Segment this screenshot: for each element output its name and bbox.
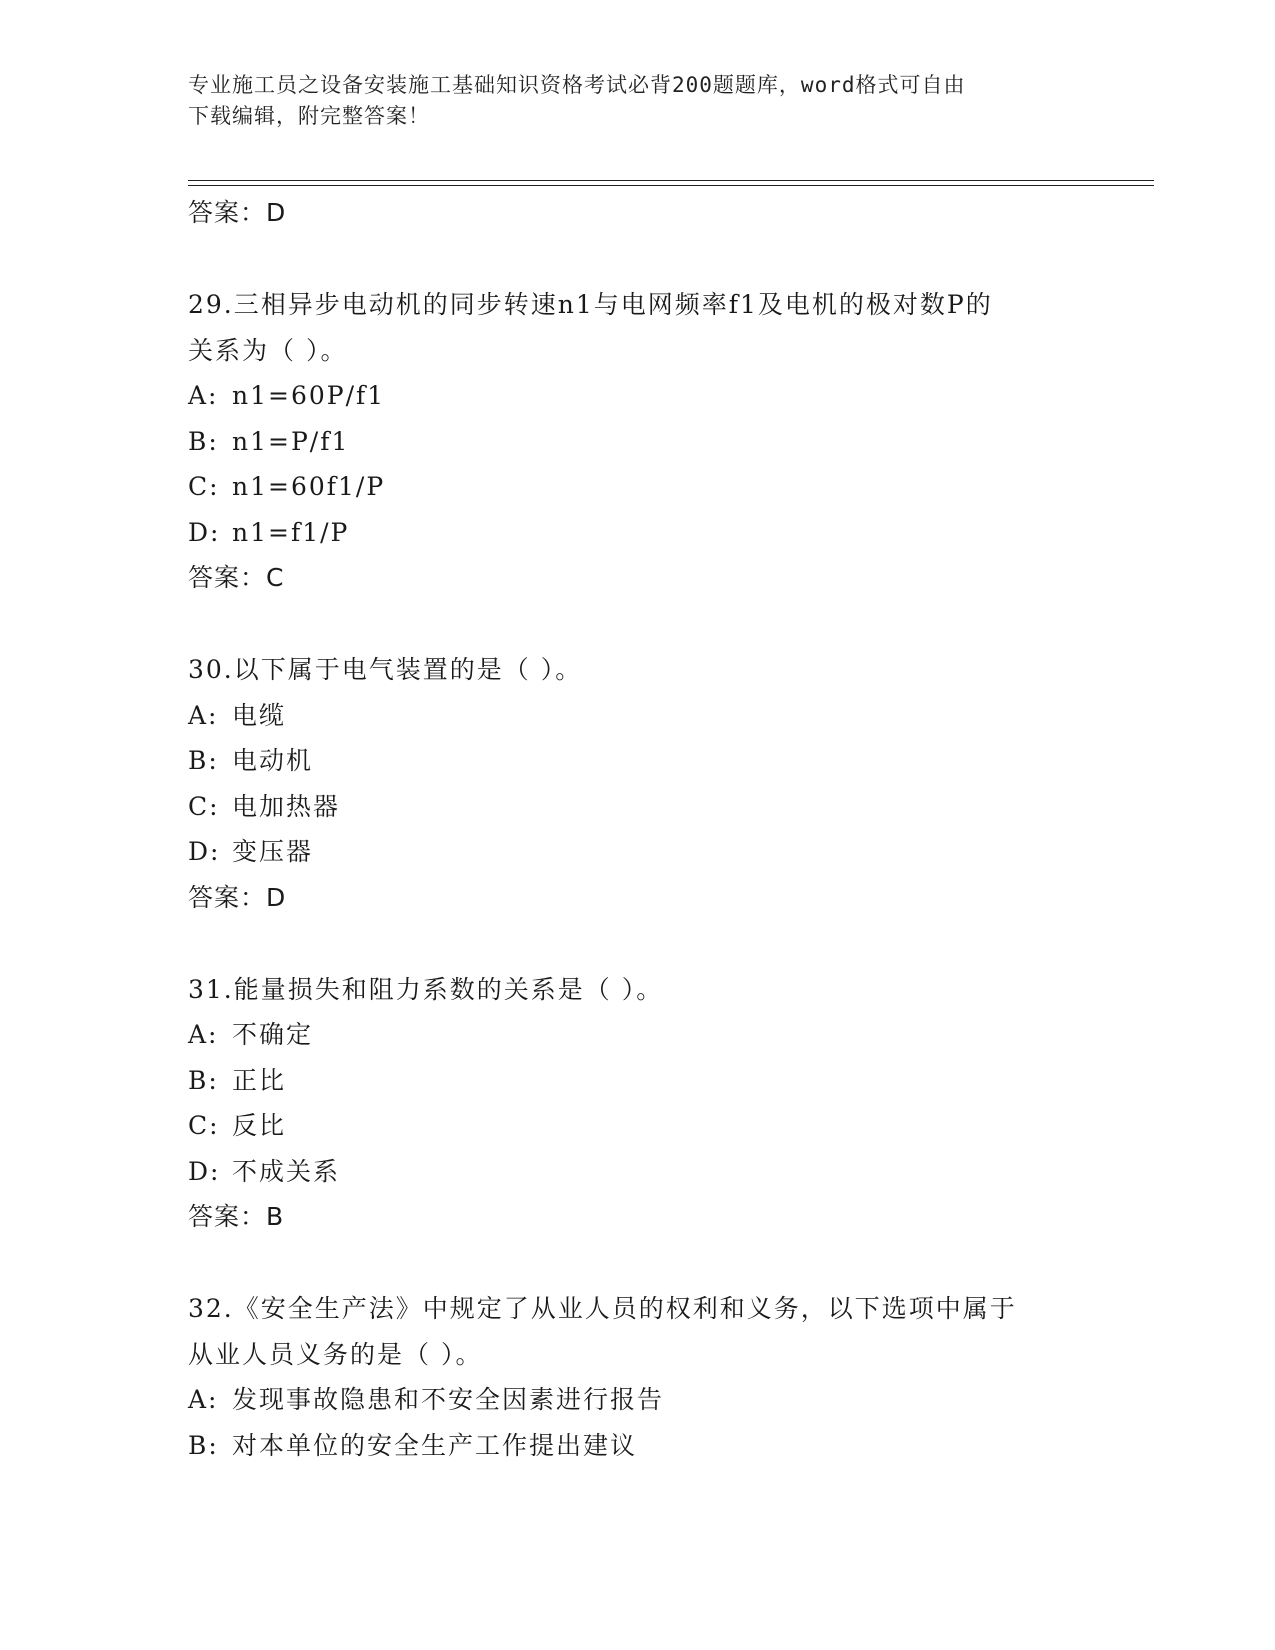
option-label: A: (188, 1385, 219, 1414)
option-label: B: (188, 1065, 219, 1095)
option-text: n1=60P/f1 (232, 381, 386, 410)
option-a (188, 1012, 1088, 1058)
option-label: B: (188, 1430, 219, 1460)
option-b (188, 1058, 1088, 1104)
option-text: 发现事故隐患和不安全因素进行报告 (232, 1385, 665, 1414)
option-b (188, 1423, 1088, 1469)
option-text: 反比 (232, 1111, 287, 1140)
option-label: A: (188, 381, 219, 410)
option-label: C: (188, 791, 220, 821)
answer: 答案：B (188, 1202, 285, 1231)
option-text: n1=60f1/P (232, 472, 386, 501)
option-text: 正比 (232, 1065, 287, 1095)
question-text: 从业人员义务的是（ ）。 (188, 1339, 483, 1369)
question-30 (188, 647, 1088, 921)
question-text: 29.三相异步电动机的同步转速n1与电网频率f1及电机的极对数P的 (188, 290, 993, 319)
answer: 答案：D (188, 882, 287, 912)
option-label: B: (188, 746, 219, 775)
question-32 (188, 1286, 1088, 1468)
option-text: n1=f1/P (232, 517, 350, 547)
option-label: D: (188, 517, 221, 547)
option-text: 不确定 (232, 1020, 314, 1049)
header-line-2: 下载编辑，附完整答案！ (188, 104, 430, 128)
option-text: 电加热器 (232, 791, 341, 821)
header-divider-top (188, 180, 1154, 181)
option-text: 不成关系 (232, 1156, 341, 1186)
option-label: A: (188, 700, 219, 730)
option-d (188, 829, 1088, 875)
option-a (188, 1377, 1088, 1423)
option-text: 变压器 (232, 837, 314, 866)
option-text: 电缆 (232, 700, 287, 730)
question-31 (188, 967, 1088, 1241)
option-text: 对本单位的安全生产工作提出建议 (232, 1430, 638, 1460)
answer: 答案：C (188, 563, 285, 592)
option-b (188, 738, 1088, 784)
option-a (188, 373, 1088, 419)
option-label: D: (188, 1156, 221, 1186)
option-label: D: (188, 837, 221, 866)
option-c (188, 464, 1088, 510)
option-label: C: (188, 1111, 220, 1140)
previous-answer: 答案：D (188, 198, 287, 227)
option-text: n1=P/f1 (232, 426, 350, 456)
question-text: 31.能量损失和阻力系数的关系是（ ）。 (188, 974, 664, 1004)
option-label: C: (188, 472, 220, 501)
question-text: 30.以下属于电气装置的是（ ）。 (188, 655, 583, 684)
question-text: 32.《安全生产法》中规定了从业人员的权利和义务，以下选项中属于 (188, 1294, 1017, 1323)
option-a (188, 693, 1088, 739)
option-text: 电动机 (232, 746, 314, 775)
option-label: A: (188, 1020, 219, 1049)
option-label: B: (188, 426, 219, 456)
option-c (188, 1103, 1088, 1149)
question-29 (188, 282, 1088, 601)
option-d (188, 510, 1088, 556)
header-divider-bottom (188, 185, 1154, 186)
option-d (188, 1149, 1088, 1195)
question-list (188, 190, 1088, 1468)
header-line-1: 专业施工员之设备安装施工基础知识资格考试必背200题题库，word格式可自由 (188, 73, 966, 97)
option-c (188, 784, 1088, 830)
document-header (188, 70, 1088, 132)
question-text: 关系为（ ）。 (188, 335, 348, 365)
option-b (188, 419, 1088, 465)
